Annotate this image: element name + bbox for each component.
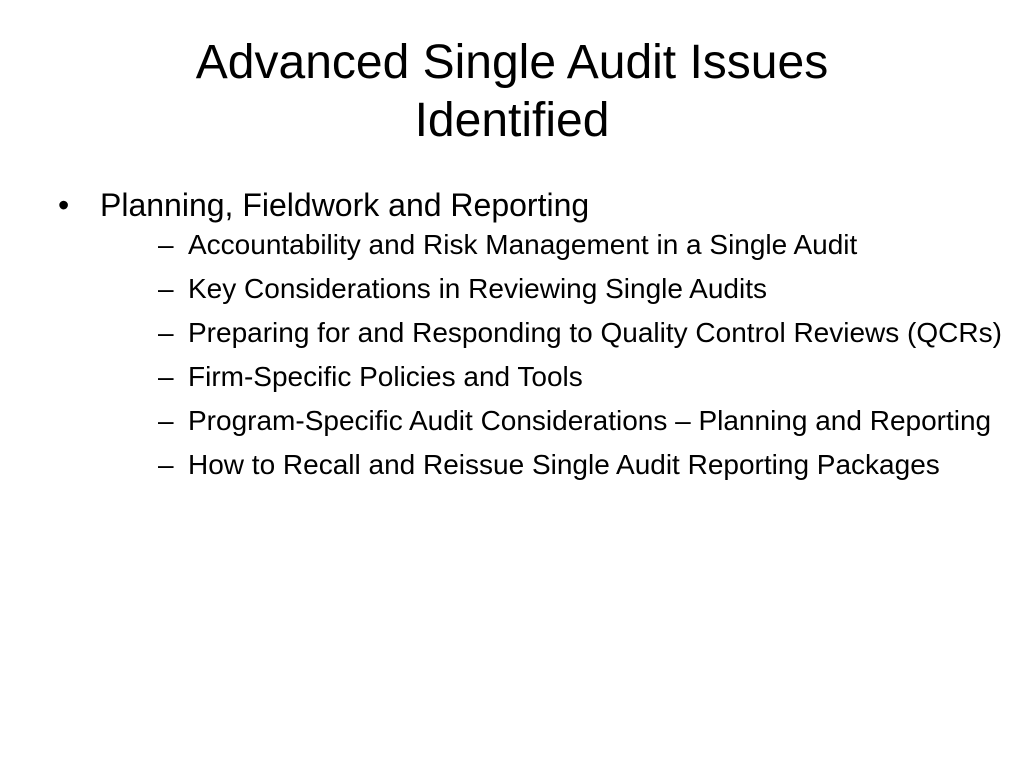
sub-bullet-4 — [142, 360, 1018, 394]
sub-bullet-5 — [142, 404, 1018, 438]
sub-bullet-text: Accountability and Risk Management in a Single Audit — [188, 229, 858, 260]
dash-icon: – — [158, 273, 174, 304]
main-bullet-text: Planning, Fieldwork and Reporting — [100, 187, 590, 223]
sub-bullet-list — [100, 228, 1002, 482]
slide-title-line-2: Identified — [414, 94, 610, 147]
bullet-list — [58, 184, 1002, 492]
bullet-icon: • — [58, 187, 70, 223]
slide-title-line-1: Advanced Single Audit Issues — [195, 36, 829, 89]
dash-icon: – — [158, 405, 174, 436]
sub-bullet-2 — [142, 272, 1018, 306]
sub-bullet-text: Key Considerations in Reviewing Single Audits — [188, 273, 767, 304]
dash-icon: – — [158, 317, 174, 348]
main-bullet — [58, 184, 1002, 482]
sub-bullet-text: How to Recall and Reissue Single Audit Reporting Packages — [188, 449, 940, 480]
slide-title — [60, 34, 964, 150]
dash-icon: – — [158, 449, 174, 480]
sub-bullet-text: Firm-Specific Policies and Tools — [188, 361, 583, 392]
sub-bullet-3 — [142, 316, 1018, 350]
dash-icon: – — [158, 229, 174, 260]
dash-icon: – — [158, 361, 174, 392]
sub-bullet-text: Preparing for and Responding to Quality Control Reviews (QCRs) — [188, 317, 1002, 348]
sub-bullet-6 — [142, 448, 1018, 482]
sub-bullet-text: Program-Specific Audit Considerations – Planning and Reporting — [188, 405, 992, 436]
sub-bullet-1 — [142, 228, 1018, 262]
